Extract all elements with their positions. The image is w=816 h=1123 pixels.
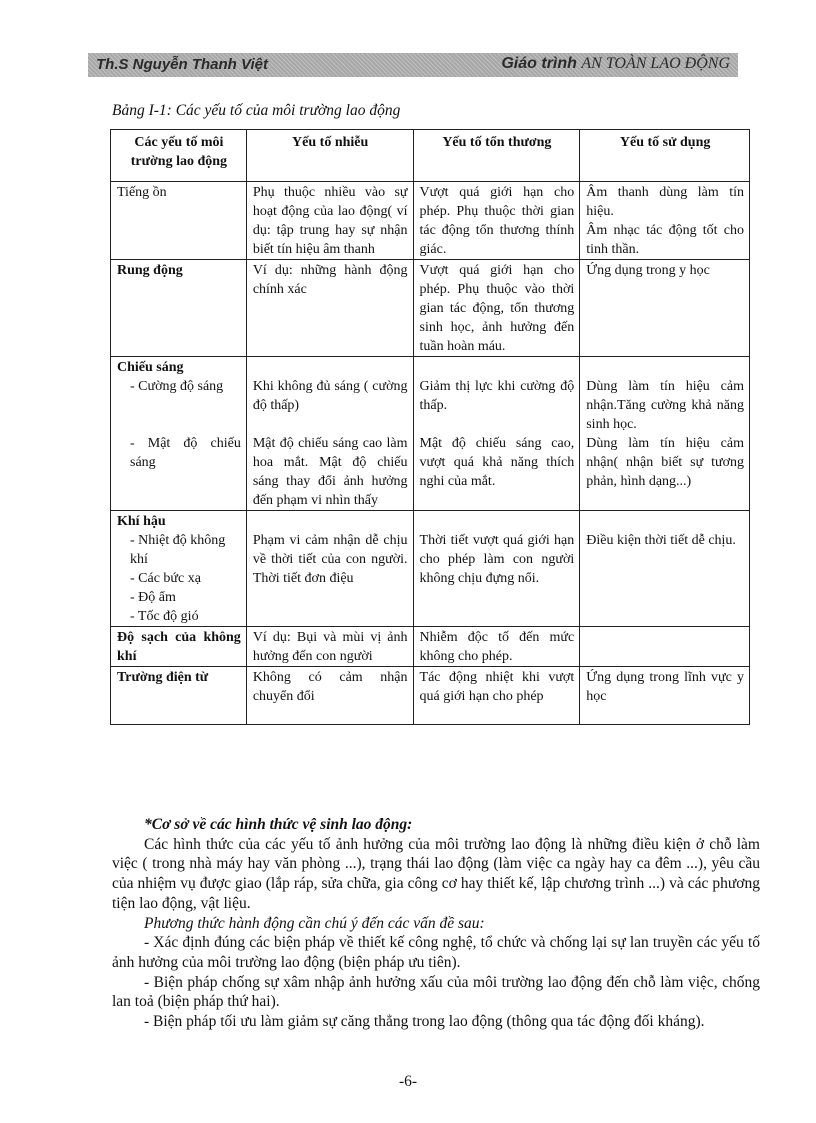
harm-cell: Tác động nhiệt khi vượt quá giới hạn cho phép bbox=[413, 667, 580, 725]
paragraph: Các hình thức của các yếu tố ảnh hưởng của môi trường lao động là những điều kiện ở chỗ làm việc ( trong nhà máy hay văn phòng ...), trạng thái lao động (làm việc ca ngày hay ca đêm ...), yêu cầu của nhiệm vụ được giao (lắp ráp, sửa chữa, gia công cơ hay thiết kế, lập chương trình ...) và các phương tiện lao động, vật liệu. bbox=[112, 835, 760, 912]
page-header bbox=[88, 53, 738, 77]
use-cell bbox=[580, 511, 750, 627]
table-row bbox=[111, 182, 750, 260]
factor-cell: Tiếng ồn bbox=[111, 182, 247, 260]
harm-cell bbox=[413, 511, 580, 627]
use-cell bbox=[580, 627, 750, 667]
sub-factor: - Các bức xạ bbox=[130, 571, 201, 586]
factor-cell bbox=[111, 511, 247, 627]
sub-factor: - Cường độ sáng bbox=[130, 379, 224, 394]
noise-text: Phạm vi cảm nhận dễ chịu về thời tiết của con người. Thời tiết đơn điệu bbox=[252, 533, 408, 586]
header-title bbox=[501, 55, 730, 73]
noise-text: Khi không đủ sáng ( cường độ thấp) bbox=[252, 379, 408, 413]
noise-cell: Phụ thuộc nhiều vào sự hoạt động của lao động( ví dụ: tập trung hay sự nhận biết tín hiệu âm thanh bbox=[246, 182, 413, 260]
column-header: Yếu tố nhiễu bbox=[246, 130, 413, 182]
use-cell bbox=[580, 357, 750, 511]
use-cell: Ứng dụng trong y học bbox=[580, 260, 750, 357]
harm-text: Giảm thị lực khi cường độ thấp. bbox=[419, 379, 575, 413]
header-title-prefix: Giáo trình bbox=[501, 55, 577, 72]
factor-cell bbox=[111, 357, 247, 511]
use-text: Dùng làm tín hiệu cảm nhận.Tăng cường khả năng sinh học. bbox=[586, 379, 744, 432]
table-header-row bbox=[111, 130, 750, 182]
header-title-subject: AN TOÀN LAO ĐỘNG bbox=[581, 55, 730, 72]
noise-cell: Ví dụ: những hành động chính xác bbox=[246, 260, 413, 357]
paragraph: - Xác định đúng các biện pháp về thiết kế công nghệ, tổ chức và chống lại sự lan truyền các yếu tố ảnh hưởng của môi trường lao động (biện pháp ưu tiên). bbox=[112, 934, 760, 971]
table-row bbox=[111, 260, 750, 357]
factor-label: Khí hậu bbox=[117, 514, 166, 529]
paragraph: - Biện pháp tối ưu làm giảm sự căng thẳng trong lao động (thông qua tác động đối kháng). bbox=[144, 1013, 705, 1031]
section-heading: *Cơ sở về các hình thức vệ sinh lao động: bbox=[144, 816, 413, 833]
factor-cell: Trường điện từ bbox=[111, 667, 247, 725]
harm-cell: Vượt quá giới hạn cho phép. Phụ thuộc thời gian tác động tổn thương thính giác. bbox=[413, 182, 580, 260]
use-cell: Ứng dụng trong lĩnh vực y học bbox=[580, 667, 750, 725]
noise-cell bbox=[246, 357, 413, 511]
noise-text: Mật độ chiếu sáng cao làm hoa mắt. Mật độ chiếu sáng thay đổi ảnh hưởng đến phạm vi nhìn thấy bbox=[252, 436, 408, 508]
table-row bbox=[111, 511, 750, 627]
page-number: -6- bbox=[398, 1073, 418, 1090]
factor-cell: Độ sạch của không khí bbox=[111, 627, 247, 667]
table-caption: Bảng I-1: Các yếu tố của môi trường lao động bbox=[112, 102, 401, 119]
sub-factor: - Mật độ chiếu sáng bbox=[130, 436, 241, 470]
table-row bbox=[111, 357, 750, 511]
use-cell: Âm thanh dùng làm tín hiệu. Âm nhạc tác động tốt cho tinh thần. bbox=[580, 182, 750, 260]
factor-cell: Rung động bbox=[111, 260, 247, 357]
paragraph: - Biện pháp chống sự xâm nhập ảnh hưởng xấu của môi trường lao động đến chỗ làm việc, chống lan toả (biện pháp thứ hai). bbox=[112, 973, 760, 1011]
environment-factors-table bbox=[110, 129, 750, 725]
paragraph: Phương thức hành động cần chú ý đến các vấn đề sau: bbox=[144, 914, 485, 932]
harm-text: Mật độ chiếu sáng cao, vượt quá khả năng thích nghi của mắt. bbox=[419, 436, 575, 489]
column-header: Yếu tố tổn thương bbox=[413, 130, 580, 182]
noise-cell: Không có cảm nhận chuyển đổi bbox=[246, 667, 413, 725]
factor-label: Chiếu sáng bbox=[117, 360, 184, 375]
harm-cell bbox=[413, 357, 580, 511]
harm-text: Thời tiết vượt quá giới hạn cho phép làm con người không chịu đựng nổi. bbox=[419, 533, 575, 586]
noise-cell bbox=[246, 511, 413, 627]
sub-factor: - Nhiệt độ không khí bbox=[130, 533, 226, 567]
sub-factor: - Tốc độ gió bbox=[130, 609, 199, 624]
table-row bbox=[111, 667, 750, 725]
harm-cell: Nhiễm độc tố đến mức không cho phép. bbox=[413, 627, 580, 667]
header-author: Th.S Nguyễn Thanh Việt bbox=[96, 56, 268, 73]
use-text: Dùng làm tín hiệu cảm nhận( nhận biết sự tương phản, hình dạng...) bbox=[586, 436, 744, 489]
noise-cell: Ví dụ: Bụi và mùi vị ảnh hưởng đến con người bbox=[246, 627, 413, 667]
column-header: Yếu tố sử dụng bbox=[580, 130, 750, 182]
harm-cell: Vượt quá giới hạn cho phép. Phụ thuộc vào thời gian tác động, tổn thương sinh học, ảnh hưởng đến tuần hoàn máu. bbox=[413, 260, 580, 357]
use-text: Điều kiện thời tiết dễ chịu. bbox=[586, 533, 736, 548]
body-text bbox=[112, 815, 760, 1032]
column-header: Các yếu tố môi trường lao động bbox=[111, 130, 247, 182]
table-row bbox=[111, 627, 750, 667]
sub-factor: - Độ ẩm bbox=[130, 590, 176, 605]
